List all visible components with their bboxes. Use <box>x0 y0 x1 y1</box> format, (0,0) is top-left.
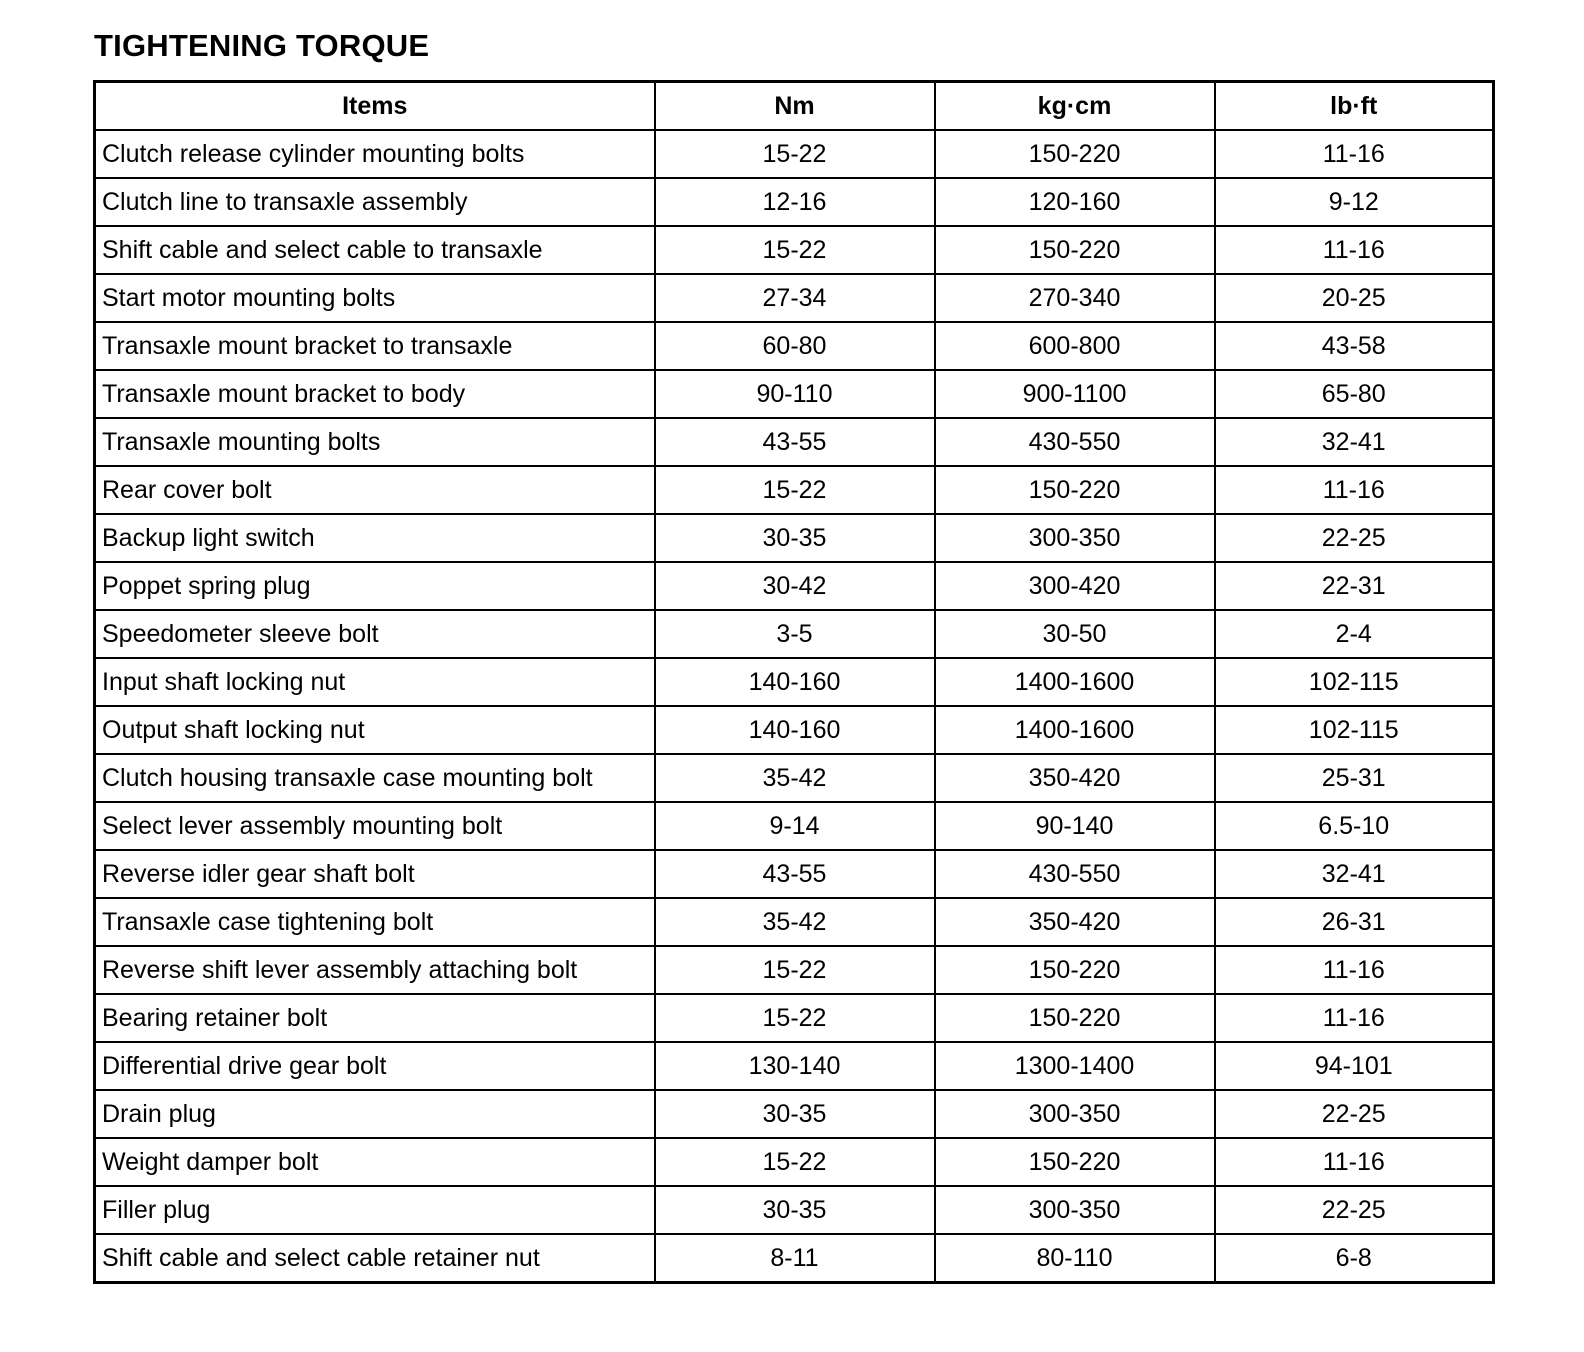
item-cell: Input shaft locking nut <box>95 658 655 706</box>
table-row <box>95 898 1494 946</box>
table-row <box>95 226 1494 274</box>
kg-cm-cell: 900-1100 <box>935 370 1215 418</box>
nm-cell: 27-34 <box>655 274 935 322</box>
item-cell: Transaxle case tightening bolt <box>95 898 655 946</box>
kg-cm-cell: 30-50 <box>935 610 1215 658</box>
kg-cm-cell: 430-550 <box>935 850 1215 898</box>
lb-ft-cell: 25-31 <box>1215 754 1494 802</box>
kg-cm-cell: 1400-1600 <box>935 706 1215 754</box>
lb-ft-cell: 6.5-10 <box>1215 802 1494 850</box>
nm-cell: 12-16 <box>655 178 935 226</box>
kg-cm-cell: 300-350 <box>935 514 1215 562</box>
table-row <box>95 1042 1494 1090</box>
lb-ft-cell: 6-8 <box>1215 1234 1494 1283</box>
nm-cell: 30-35 <box>655 1186 935 1234</box>
nm-cell: 15-22 <box>655 1138 935 1186</box>
item-cell: Select lever assembly mounting bolt <box>95 802 655 850</box>
nm-cell: 15-22 <box>655 466 935 514</box>
table-row <box>95 802 1494 850</box>
kg-cm-cell: 150-220 <box>935 226 1215 274</box>
table-row <box>95 706 1494 754</box>
table-row <box>95 514 1494 562</box>
kg-cm-cell: 150-220 <box>935 466 1215 514</box>
item-cell: Backup light switch <box>95 514 655 562</box>
nm-cell: 30-42 <box>655 562 935 610</box>
nm-cell: 15-22 <box>655 130 935 178</box>
lb-ft-cell: 22-31 <box>1215 562 1494 610</box>
table-row <box>95 130 1494 178</box>
lb-ft-cell: 102-115 <box>1215 706 1494 754</box>
nm-cell: 90-110 <box>655 370 935 418</box>
table-row <box>95 370 1494 418</box>
lb-ft-cell: 22-25 <box>1215 1090 1494 1138</box>
nm-cell: 15-22 <box>655 226 935 274</box>
item-cell: Reverse shift lever assembly attaching bolt <box>95 946 655 994</box>
kg-cm-cell: 270-340 <box>935 274 1215 322</box>
lb-ft-cell: 43-58 <box>1215 322 1494 370</box>
table-row <box>95 610 1494 658</box>
table-row <box>95 1090 1494 1138</box>
table-row <box>95 1234 1494 1283</box>
item-cell: Speedometer sleeve bolt <box>95 610 655 658</box>
kg-cm-cell: 150-220 <box>935 1138 1215 1186</box>
table-row <box>95 466 1494 514</box>
kg-cm-cell: 600-800 <box>935 322 1215 370</box>
kg-cm-cell: 150-220 <box>935 994 1215 1042</box>
item-cell: Drain plug <box>95 1090 655 1138</box>
nm-cell: 8-11 <box>655 1234 935 1283</box>
lb-ft-cell: 32-41 <box>1215 850 1494 898</box>
table-row <box>95 274 1494 322</box>
lb-ft-cell: 26-31 <box>1215 898 1494 946</box>
kg-cm-cell: 150-220 <box>935 946 1215 994</box>
header-items: Items <box>95 82 655 131</box>
table-row <box>95 1138 1494 1186</box>
lb-ft-cell: 102-115 <box>1215 658 1494 706</box>
nm-cell: 30-35 <box>655 514 935 562</box>
item-cell: Weight damper bolt <box>95 1138 655 1186</box>
item-cell: Bearing retainer bolt <box>95 994 655 1042</box>
header-kg-cm: kg·cm <box>935 82 1215 131</box>
lb-ft-cell: 9-12 <box>1215 178 1494 226</box>
item-cell: Filler plug <box>95 1186 655 1234</box>
lb-ft-cell: 32-41 <box>1215 418 1494 466</box>
nm-cell: 60-80 <box>655 322 935 370</box>
item-cell: Transaxle mounting bolts <box>95 418 655 466</box>
table-row <box>95 562 1494 610</box>
nm-cell: 43-55 <box>655 850 935 898</box>
lb-ft-cell: 11-16 <box>1215 130 1494 178</box>
nm-cell: 43-55 <box>655 418 935 466</box>
lb-ft-cell: 11-16 <box>1215 226 1494 274</box>
lb-ft-cell: 20-25 <box>1215 274 1494 322</box>
nm-cell: 35-42 <box>655 898 935 946</box>
lb-ft-cell: 11-16 <box>1215 1138 1494 1186</box>
kg-cm-cell: 1300-1400 <box>935 1042 1215 1090</box>
lb-ft-cell: 22-25 <box>1215 1186 1494 1234</box>
lb-ft-cell: 65-80 <box>1215 370 1494 418</box>
nm-cell: 3-5 <box>655 610 935 658</box>
nm-cell: 140-160 <box>655 706 935 754</box>
item-cell: Clutch release cylinder mounting bolts <box>95 130 655 178</box>
item-cell: Reverse idler gear shaft bolt <box>95 850 655 898</box>
nm-cell: 140-160 <box>655 658 935 706</box>
lb-ft-cell: 94-101 <box>1215 1042 1494 1090</box>
item-cell: Transaxle mount bracket to body <box>95 370 655 418</box>
table-row <box>95 850 1494 898</box>
kg-cm-cell: 430-550 <box>935 418 1215 466</box>
lb-ft-cell: 11-16 <box>1215 466 1494 514</box>
table-row <box>95 322 1494 370</box>
nm-cell: 15-22 <box>655 994 935 1042</box>
item-cell: Rear cover bolt <box>95 466 655 514</box>
table-row <box>95 418 1494 466</box>
table-row <box>95 178 1494 226</box>
header-lb-ft: lb·ft <box>1215 82 1494 131</box>
lb-ft-cell: 2-4 <box>1215 610 1494 658</box>
kg-cm-cell: 350-420 <box>935 898 1215 946</box>
kg-cm-cell: 1400-1600 <box>935 658 1215 706</box>
nm-cell: 35-42 <box>655 754 935 802</box>
item-cell: Clutch line to transaxle assembly <box>95 178 655 226</box>
item-cell: Shift cable and select cable retainer nut <box>95 1234 655 1283</box>
table-row <box>95 946 1494 994</box>
nm-cell: 9-14 <box>655 802 935 850</box>
header-nm: Nm <box>655 82 935 131</box>
kg-cm-cell: 120-160 <box>935 178 1215 226</box>
lb-ft-cell: 11-16 <box>1215 946 1494 994</box>
kg-cm-cell: 150-220 <box>935 130 1215 178</box>
kg-cm-cell: 300-350 <box>935 1090 1215 1138</box>
kg-cm-cell: 300-350 <box>935 1186 1215 1234</box>
lb-ft-cell: 22-25 <box>1215 514 1494 562</box>
item-cell: Output shaft locking nut <box>95 706 655 754</box>
nm-cell: 30-35 <box>655 1090 935 1138</box>
kg-cm-cell: 300-420 <box>935 562 1215 610</box>
table-row <box>95 658 1494 706</box>
kg-cm-cell: 90-140 <box>935 802 1215 850</box>
item-cell: Poppet spring plug <box>95 562 655 610</box>
page-title: TIGHTENING TORQUE <box>94 28 430 63</box>
torque-table <box>93 80 1495 1284</box>
lb-ft-cell: 11-16 <box>1215 994 1494 1042</box>
table-row <box>95 994 1494 1042</box>
item-cell: Clutch housing transaxle case mounting bolt <box>95 754 655 802</box>
item-cell: Shift cable and select cable to transaxle <box>95 226 655 274</box>
table-row <box>95 1186 1494 1234</box>
table-row <box>95 754 1494 802</box>
table-header-row <box>95 82 1494 131</box>
table-body <box>95 130 1494 1283</box>
item-cell: Differential drive gear bolt <box>95 1042 655 1090</box>
nm-cell: 15-22 <box>655 946 935 994</box>
kg-cm-cell: 350-420 <box>935 754 1215 802</box>
item-cell: Transaxle mount bracket to transaxle <box>95 322 655 370</box>
kg-cm-cell: 80-110 <box>935 1234 1215 1283</box>
nm-cell: 130-140 <box>655 1042 935 1090</box>
item-cell: Start motor mounting bolts <box>95 274 655 322</box>
